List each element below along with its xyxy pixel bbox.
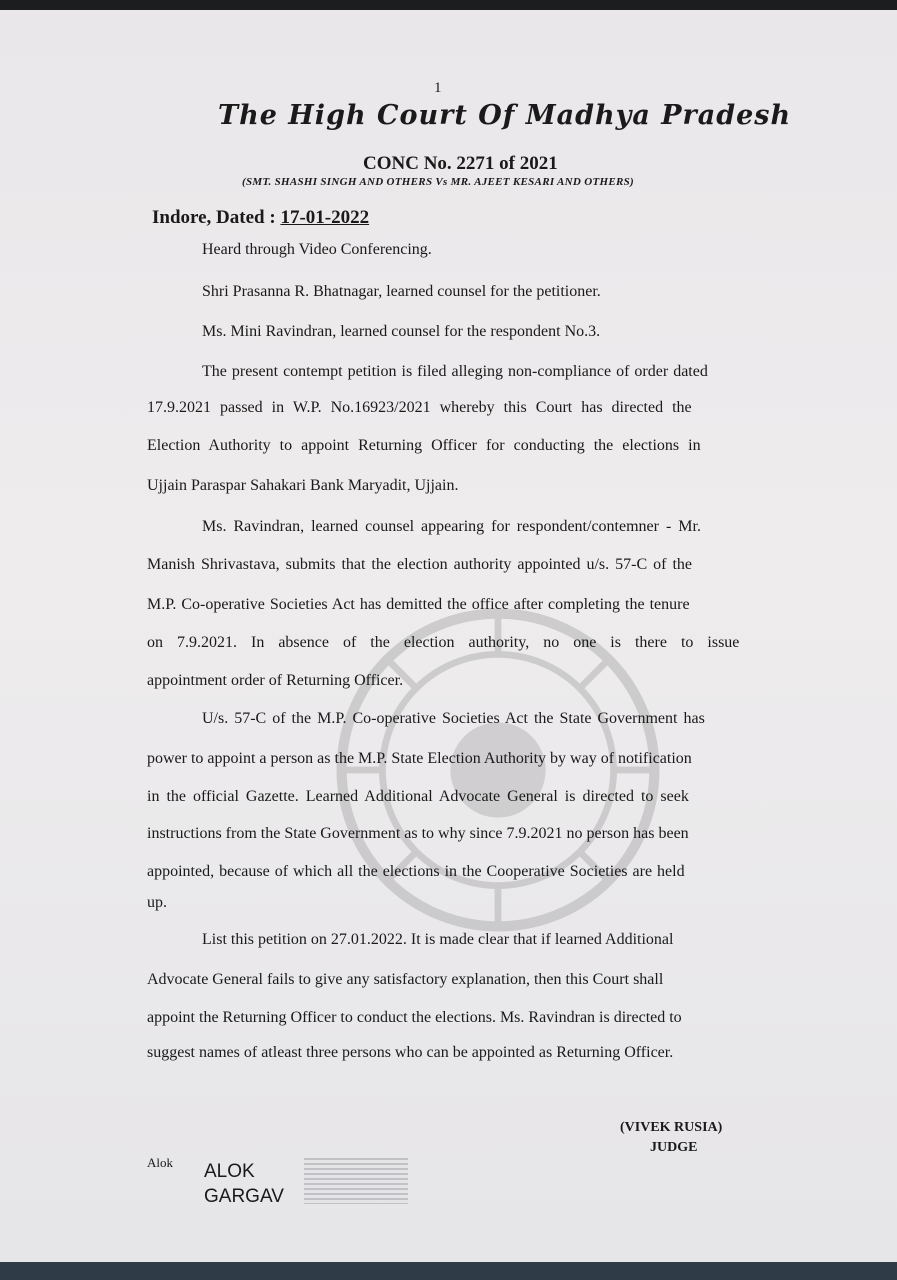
judge-name: (VIVEK RUSIA)	[620, 1120, 723, 1135]
body-line: Shri Prasanna R. Bhatnagar, learned counsel for the petitioner.	[202, 283, 601, 300]
body-line: Ms. Ravindran, learned counsel appearing for respondent/contemner - Mr.	[202, 518, 701, 535]
body-line: appointment order of Returning Officer.	[147, 672, 404, 689]
body-line: appointed, because of which all the elections in the Cooperative Societies are held	[147, 863, 685, 880]
body-line: suggest names of atleast three persons who can be appointed as Returning Officer.	[147, 1044, 674, 1061]
body-line: Manish Shrivastava, submits that the election authority appointed u/s. 57-C of the	[147, 556, 693, 573]
case-parties: (SMT. SHASHI SINGH AND OTHERS Vs MR. AJEET KESARI AND OTHERS)	[242, 176, 634, 188]
body-line: Ujjain Paraspar Sahakari Bank Maryadit, Ujjain.	[147, 477, 459, 494]
order-date-label: Indore, Dated :	[152, 207, 281, 228]
body-line: M.P. Co-operative Societies Act has demitted the office after completing the tenure	[147, 596, 690, 613]
signer-last-name: GARGAV	[204, 1186, 284, 1207]
order-date-value: 17-01-2022	[280, 207, 370, 228]
body-line: in the official Gazette. Learned Additional Advocate General is directed to seek	[147, 788, 689, 805]
bottom-edge	[0, 1262, 897, 1280]
body-line: appoint the Returning Officer to conduct the elections. Ms. Ravindran is directed to	[147, 1009, 682, 1026]
judge-title: JUDGE	[650, 1140, 698, 1155]
court-order-page	[0, 10, 897, 1262]
body-line: Heard through Video Conferencing.	[202, 241, 432, 258]
body-line: power to appoint a person as the M.P. State Election Authority by way of notification	[147, 750, 692, 767]
body-line: instructions from the State Government as to why since 7.9.2021 no person has been	[147, 825, 689, 842]
body-line: 17.9.2021 passed in W.P. No.16923/2021 whereby this Court has directed the	[147, 399, 692, 416]
initials: Alok	[147, 1155, 173, 1170]
digital-signature-stamp	[304, 1158, 408, 1204]
order-date	[152, 207, 369, 229]
body-line: U/s. 57-C of the M.P. Co-operative Societies Act the State Government has	[202, 710, 705, 727]
body-line: Ms. Mini Ravindran, learned counsel for the respondent No.3.	[202, 323, 601, 340]
case-number: CONC No. 2271 of 2021	[363, 153, 558, 174]
digital-signer	[204, 1159, 284, 1209]
body-line: List this petition on 27.01.2022. It is made clear that if learned Additional	[202, 931, 674, 948]
court-name: The High Court Of Madhya Pradesh	[218, 100, 792, 131]
signer-first-name: ALOK	[204, 1161, 255, 1182]
page-number: 1	[434, 80, 442, 96]
body-line: up.	[147, 894, 167, 911]
body-line: The present contempt petition is filed alleging non-compliance of order dated	[202, 363, 708, 380]
body-line: Advocate General fails to give any satisfactory explanation, then this Court shall	[147, 971, 664, 988]
body-line: Election Authority to appoint Returning Officer for conducting the elections in	[147, 437, 701, 454]
body-line: on 7.9.2021. In absence of the election authority, no one is there to issue	[147, 634, 740, 651]
